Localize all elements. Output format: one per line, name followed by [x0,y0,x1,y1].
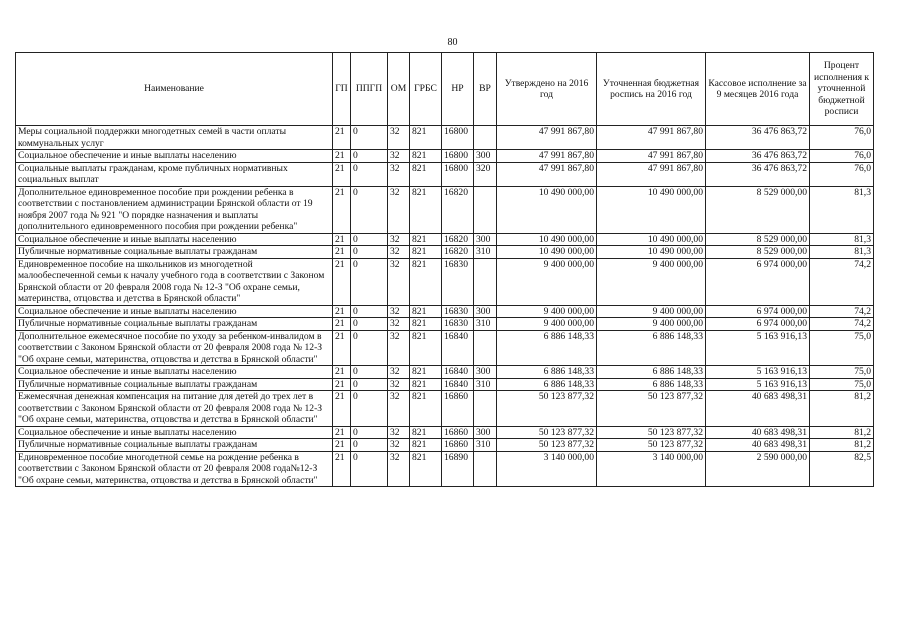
row-grbs: 821 [410,439,442,452]
row-np: 16860 [442,391,474,427]
row-vr [474,451,497,487]
row-np: 16800 [442,162,474,186]
row-approved: 50 123 877,32 [497,391,597,427]
row-ppgp: 0 [351,126,388,150]
header-ppgp: ППГП [351,53,388,126]
row-gp: 21 [333,318,351,331]
row-percent: 76,0 [810,126,874,150]
row-gp: 21 [333,378,351,391]
row-vr: 310 [474,246,497,259]
row-gp: 21 [333,233,351,246]
row-refined: 50 123 877,32 [597,426,706,439]
row-approved: 10 490 000,00 [497,246,597,259]
row-approved: 50 123 877,32 [497,439,597,452]
row-ppgp: 0 [351,426,388,439]
row-percent: 76,0 [810,162,874,186]
row-executed: 8 529 000,00 [706,186,810,233]
row-percent: 76,0 [810,150,874,163]
budget-table [15,52,874,487]
row-name: Социальное обеспечение и иные выплаты населению [16,305,333,318]
row-om: 32 [388,451,410,487]
row-gp: 21 [333,330,351,366]
row-percent: 81,3 [810,233,874,246]
row-np: 16890 [442,451,474,487]
table-row [16,150,874,163]
row-gp: 21 [333,126,351,150]
row-name: Публичные нормативные социальные выплаты гражданам [16,378,333,391]
row-vr [474,391,497,427]
row-vr: 310 [474,378,497,391]
row-percent: 81,2 [810,426,874,439]
row-name: Единовременное пособие на школьников из многодетной малообеспеченной семьи к началу учебного года в соответствии с Законом Брянской области от 20 февраля 2008 года № 12-З "Об охране семьи, материнства, отцовства и детства в Брянской области" [16,258,333,305]
row-ppgp: 0 [351,391,388,427]
table-row [16,186,874,233]
row-refined: 47 991 867,80 [597,162,706,186]
row-gp: 21 [333,426,351,439]
row-executed: 5 163 916,13 [706,366,810,379]
row-np: 16830 [442,318,474,331]
row-percent: 81,3 [810,186,874,233]
row-approved: 10 490 000,00 [497,233,597,246]
table-row [16,366,874,379]
row-grbs: 821 [410,126,442,150]
row-executed: 40 683 498,31 [706,426,810,439]
row-refined: 10 490 000,00 [597,233,706,246]
row-vr: 300 [474,150,497,163]
row-refined: 10 490 000,00 [597,246,706,259]
row-executed: 8 529 000,00 [706,246,810,259]
table-row [16,318,874,331]
row-grbs: 821 [410,305,442,318]
row-percent: 75,0 [810,378,874,391]
row-percent: 75,0 [810,366,874,379]
row-grbs: 821 [410,366,442,379]
row-vr: 310 [474,318,497,331]
row-refined: 6 886 148,33 [597,366,706,379]
row-name: Ежемесячная денежная компенсация на питание для детей до трех лет в соответствии с Законом Брянской области от 20 февраля 2008 года № 12-З "Об охране семьи, материнства, отцовства и детства в Брянской области" [16,391,333,427]
header-name: Наименование [16,53,333,126]
row-vr [474,126,497,150]
row-np: 16860 [442,426,474,439]
row-vr [474,258,497,305]
row-executed: 36 476 863,72 [706,126,810,150]
row-np: 16830 [442,305,474,318]
row-approved: 9 400 000,00 [497,305,597,318]
row-percent: 74,2 [810,305,874,318]
row-approved: 9 400 000,00 [497,318,597,331]
header-approved: Утверждено на 2016 год [497,53,597,126]
row-ppgp: 0 [351,318,388,331]
row-gp: 21 [333,451,351,487]
row-ppgp: 0 [351,186,388,233]
row-ppgp: 0 [351,439,388,452]
table-row [16,378,874,391]
row-vr [474,186,497,233]
row-ppgp: 0 [351,305,388,318]
table-row [16,162,874,186]
row-ppgp: 0 [351,150,388,163]
row-refined: 10 490 000,00 [597,186,706,233]
row-grbs: 821 [410,391,442,427]
table-row [16,233,874,246]
row-ppgp: 0 [351,451,388,487]
row-om: 32 [388,439,410,452]
row-approved: 47 991 867,80 [497,150,597,163]
header-percent: Процент исполнения к уточненной бюджетной росписи [810,53,874,126]
page-number: 80 [447,37,458,48]
row-approved: 9 400 000,00 [497,258,597,305]
row-gp: 21 [333,366,351,379]
row-approved: 6 886 148,33 [497,378,597,391]
row-ppgp: 0 [351,246,388,259]
row-executed: 6 974 000,00 [706,318,810,331]
header-grbs: ГРБС [410,53,442,126]
row-om: 32 [388,305,410,318]
row-executed: 8 529 000,00 [706,233,810,246]
row-gp: 21 [333,246,351,259]
row-name: Дополнительное единовременное пособие при рождении ребенка в соответствии с постановлением администрации Брянской области от 19 ноября 2007 года № 921 "О порядке назначения и выплаты дополнительного единовременного пособия при рождении ребенка" [16,186,333,233]
row-refined: 3 140 000,00 [597,451,706,487]
row-vr [474,330,497,366]
row-executed: 5 163 916,13 [706,378,810,391]
table-row [16,391,874,427]
row-executed: 6 974 000,00 [706,305,810,318]
row-name: Социальное обеспечение и иные выплаты населению [16,150,333,163]
row-vr: 310 [474,439,497,452]
row-om: 32 [388,258,410,305]
row-grbs: 821 [410,451,442,487]
row-om: 32 [388,366,410,379]
row-om: 32 [388,378,410,391]
row-np: 16820 [442,186,474,233]
row-om: 32 [388,330,410,366]
row-approved: 10 490 000,00 [497,186,597,233]
row-percent: 75,0 [810,330,874,366]
table-row [16,126,874,150]
row-executed: 40 683 498,31 [706,439,810,452]
row-refined: 6 886 148,33 [597,330,706,366]
row-np: 16840 [442,366,474,379]
header-vr: ВР [474,53,497,126]
row-refined: 47 991 867,80 [597,150,706,163]
row-vr: 300 [474,305,497,318]
table-row [16,439,874,452]
row-percent: 74,2 [810,258,874,305]
row-om: 32 [388,233,410,246]
row-percent: 74,2 [810,318,874,331]
header-np: НР [442,53,474,126]
row-name: Социальное обеспечение и иные выплаты населению [16,366,333,379]
row-grbs: 821 [410,162,442,186]
header-om: ОМ [388,53,410,126]
row-name: Публичные нормативные социальные выплаты гражданам [16,439,333,452]
row-gp: 21 [333,186,351,233]
row-approved: 3 140 000,00 [497,451,597,487]
row-vr: 300 [474,366,497,379]
row-ppgp: 0 [351,378,388,391]
row-executed: 36 476 863,72 [706,150,810,163]
row-approved: 47 991 867,80 [497,126,597,150]
row-ppgp: 0 [351,162,388,186]
row-vr: 300 [474,233,497,246]
row-refined: 50 123 877,32 [597,439,706,452]
row-om: 32 [388,391,410,427]
row-ppgp: 0 [351,258,388,305]
row-approved: 50 123 877,32 [497,426,597,439]
row-executed: 6 974 000,00 [706,258,810,305]
row-grbs: 821 [410,150,442,163]
row-om: 32 [388,150,410,163]
row-grbs: 821 [410,330,442,366]
row-name: Публичные нормативные социальные выплаты гражданам [16,318,333,331]
row-percent: 82,5 [810,451,874,487]
row-grbs: 821 [410,186,442,233]
row-approved: 6 886 148,33 [497,330,597,366]
row-name: Публичные нормативные социальные выплаты гражданам [16,246,333,259]
row-om: 32 [388,318,410,331]
row-om: 32 [388,126,410,150]
row-approved: 47 991 867,80 [497,162,597,186]
table-row [16,305,874,318]
row-approved: 6 886 148,33 [497,366,597,379]
header-gp: ГП [333,53,351,126]
row-om: 32 [388,186,410,233]
row-name: Единовременное пособие многодетной семье на рождение ребенка в соответствии с Законом Брянской области от 20 февраля 2008 года№12-З "Об охране семьи, материнства, отцовства и детства в Брянской области" [16,451,333,487]
row-refined: 6 886 148,33 [597,378,706,391]
row-np: 16800 [442,126,474,150]
row-name: Меры социальной поддержки многодетных семей в части оплаты коммунальных услуг [16,126,333,150]
row-refined: 9 400 000,00 [597,318,706,331]
row-grbs: 821 [410,246,442,259]
table-header-row [16,53,874,126]
row-ppgp: 0 [351,330,388,366]
row-np: 16820 [442,233,474,246]
row-om: 32 [388,162,410,186]
row-gp: 21 [333,258,351,305]
row-np: 16820 [442,246,474,259]
row-percent: 81,3 [810,246,874,259]
row-grbs: 821 [410,378,442,391]
row-executed: 2 590 000,00 [706,451,810,487]
row-refined: 50 123 877,32 [597,391,706,427]
row-ppgp: 0 [351,366,388,379]
header-refined: Уточненная бюджетная роспись на 2016 год [597,53,706,126]
row-name: Социальное обеспечение и иные выплаты населению [16,233,333,246]
row-name: Дополнительное ежемесячное пособие по уходу за ребенком-инвалидом в соответствии с Законом Брянской области от 20 февраля 2008 года № 12-З "Об охране семьи, материнства, отцовства и детства в Брянской области" [16,330,333,366]
row-refined: 9 400 000,00 [597,258,706,305]
row-executed: 40 683 498,31 [706,391,810,427]
row-executed: 36 476 863,72 [706,162,810,186]
row-np: 16800 [442,150,474,163]
row-gp: 21 [333,439,351,452]
row-om: 32 [388,426,410,439]
row-om: 32 [388,246,410,259]
table-row [16,330,874,366]
row-grbs: 821 [410,426,442,439]
row-name: Социальное обеспечение и иные выплаты населению [16,426,333,439]
row-percent: 81,2 [810,391,874,427]
row-np: 16830 [442,258,474,305]
row-grbs: 821 [410,318,442,331]
row-refined: 47 991 867,80 [597,126,706,150]
header-executed: Кассовое исполнение за 9 месяцев 2016 года [706,53,810,126]
row-gp: 21 [333,391,351,427]
row-gp: 21 [333,305,351,318]
row-refined: 9 400 000,00 [597,305,706,318]
row-vr: 320 [474,162,497,186]
table-row [16,246,874,259]
row-name: Социальные выплаты гражданам, кроме публичных нормативных социальных выплат [16,162,333,186]
table-row [16,258,874,305]
row-percent: 81,2 [810,439,874,452]
row-np: 16860 [442,439,474,452]
table-row [16,451,874,487]
row-grbs: 821 [410,233,442,246]
table-row [16,426,874,439]
row-np: 16840 [442,330,474,366]
row-gp: 21 [333,162,351,186]
row-grbs: 821 [410,258,442,305]
row-executed: 5 163 916,13 [706,330,810,366]
row-gp: 21 [333,150,351,163]
row-ppgp: 0 [351,233,388,246]
row-np: 16840 [442,378,474,391]
row-vr: 300 [474,426,497,439]
